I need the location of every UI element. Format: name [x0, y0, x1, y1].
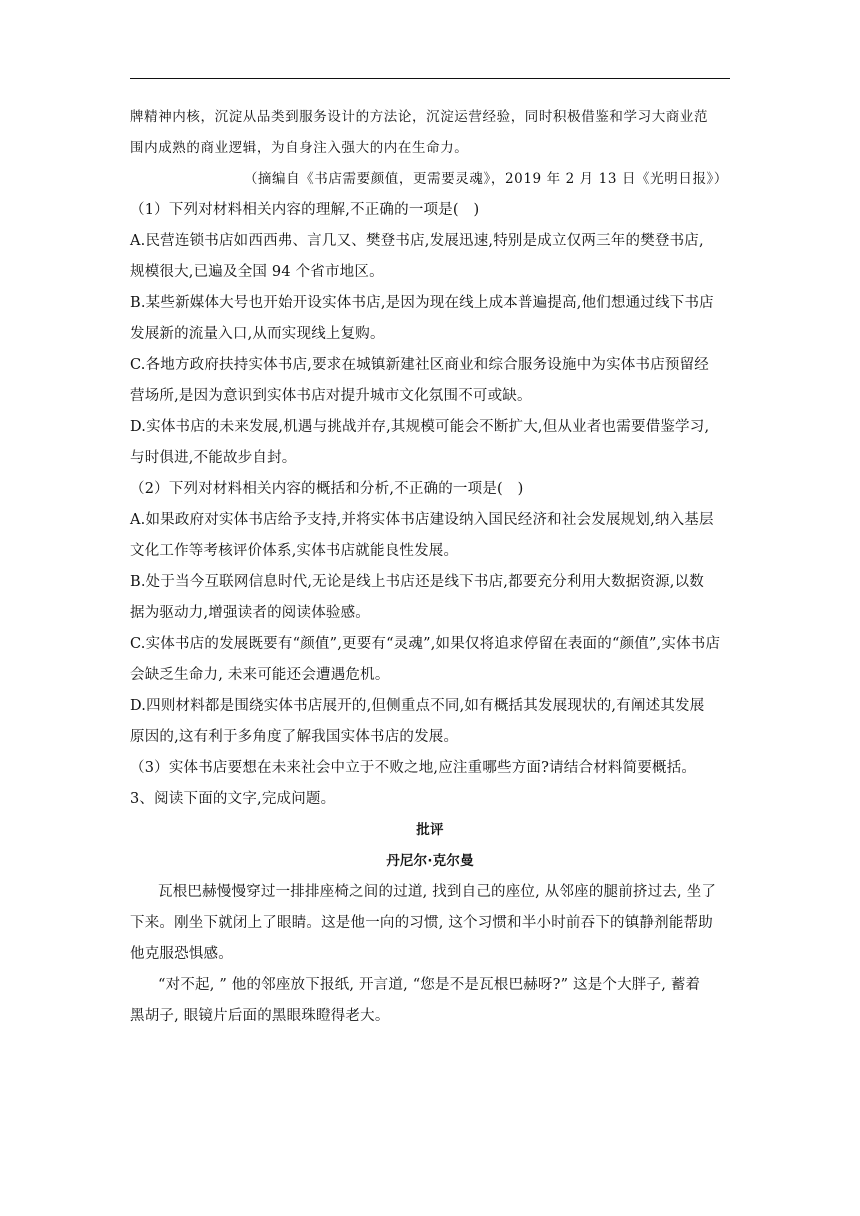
paragraph-line: 围内成熟的商业逻辑，为自身注入强大的内在生命力。: [130, 140, 469, 156]
q1-option-d: D.实体书店的未来发展,机遇与挑战并存,其规模可能会不断扩大,但从业者也需要借鉴学习,: [130, 419, 710, 435]
q2-option-d: D.四则材料都是围绕实体书店展开的,但侧重点不同,如有概括其发展现状的,有阐述其发展: [130, 698, 705, 714]
q1-option-a-cont: 规模很大,已遍及全国 94 个省市地区。: [130, 264, 384, 280]
story-paragraph-line: 黑胡子, 眼镜片后面的黑眼珠瞪得老大。: [130, 1008, 390, 1024]
paragraph-line: 牌精神内核，沉淀从品类到服务设计的方法论，沉淀运营经验，同时积极借鉴和学习大商业范: [130, 109, 709, 125]
q1-option-c: C.各地方政府扶持实体书店,要求在城镇新建社区商业和综合服务设施中为实体书店预留经: [130, 357, 709, 373]
question-heading: 3、阅读下面的文字,完成问题。: [130, 791, 336, 807]
q2-option-c-cont: 会缺乏生命力, 未来可能还会遭遇危机。: [130, 667, 390, 683]
story-paragraph-line: 瓦根巴赫慢慢穿过一排排座椅之间的过道, 找到自己的座位, 从邻座的腿前挤过去, 坐了: [158, 884, 717, 900]
q2-option-b-cont: 据为驱动力,增强读者的阅读体验感。: [130, 605, 371, 621]
story-paragraph-line: 下来。刚坐下就闭上了眼睛。这是他一向的习惯, 这个习惯和半小时前吞下的镇静剂能帮助: [130, 915, 713, 931]
story-title: 批评: [416, 822, 444, 838]
story-paragraph-line: 他克服恐惧感。: [130, 946, 233, 962]
header-rule: [130, 78, 730, 79]
q1-option-b: B.某些新媒体大号也开始开设实体书店,是因为现在线上成本普遍提高,他们想通过线下书店: [130, 295, 714, 311]
story-paragraph-line: “对不起, ” 他的邻座放下报纸, 开言道, “您是不是瓦根巴赫呀?” 这是个大胖子, 蓄着: [158, 977, 701, 993]
q1-option-b-cont: 发展新的流量入口,从而实现线上复购。: [130, 326, 385, 342]
q2-option-d-cont: 原因的,这有利于多角度了解我国实体书店的发展。: [130, 729, 459, 745]
source-citation: （摘编自《书店需要颜值，更需要灵魂》，2019 年 2 月 13 日《光明日报》）: [243, 171, 728, 187]
q2-option-a: A.如果政府对实体书店给予支持,并将实体书店建设纳入国民经济和社会发展规划,纳入基层: [130, 512, 714, 528]
q1-option-d-cont: 与时俱进,不能故步自封。: [130, 450, 297, 466]
q2-option-b: B.处于当今互联网信息时代,无论是线上书店还是线下书店,都要充分利用大数据资源,以数: [130, 574, 704, 590]
question-2-stem: （2）下列对材料相关内容的概括和分析,不正确的一项是( ): [130, 481, 524, 497]
q2-option-c: C.实体书店的发展既要有“颜值”,更要有“灵魂”,如果仅将追求停留在表面的“颜值”,实体书店: [130, 636, 721, 652]
q1-option-c-cont: 营场所,是因为意识到实体书店对提升城市文化氛围不可或缺。: [130, 388, 532, 404]
question-1-stem: （1）下列对材料相关内容的理解,不正确的一项是( ): [130, 202, 480, 218]
story-author: 丹尼尔·克尔曼: [386, 853, 474, 869]
q2-option-a-cont: 文化工作等考核评价体系,实体书店就能良性发展。: [130, 543, 459, 559]
question-3-stem: （3）实体书店要想在未来社会中立于不败之地,应注重哪些方面?请结合材料简要概括。: [130, 760, 697, 776]
page-content: [130, 107, 730, 1037]
q1-option-a: A.民营连锁书店如西西弗、言几又、樊登书店,发展迅速,特别是成立仅两三年的樊登书店,: [130, 233, 704, 249]
